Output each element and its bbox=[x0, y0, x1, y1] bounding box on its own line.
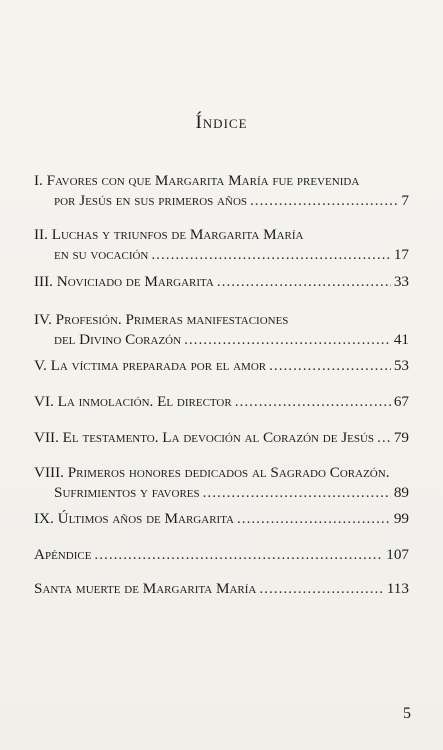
dot-leader bbox=[217, 272, 391, 292]
toc-entry-page: 17 bbox=[393, 246, 409, 263]
toc-entry-line bbox=[34, 392, 409, 412]
toc-entry-page: 33 bbox=[393, 273, 409, 290]
toc-entry-line bbox=[34, 463, 409, 483]
toc-entry-title: VI. La inmolación. El director bbox=[34, 393, 232, 410]
toc-entry-page: 99 bbox=[393, 510, 409, 527]
toc-entry-page: 113 bbox=[386, 580, 409, 597]
dot-leader bbox=[269, 356, 391, 376]
toc-entry-line bbox=[34, 330, 409, 350]
toc-entry-10[interactable] bbox=[34, 545, 409, 565]
toc-entry-subtitle: por Jesús en sus primeros años bbox=[54, 192, 247, 209]
toc-entry-title: IX. Últimos años de Margarita bbox=[34, 510, 234, 527]
toc-entry-title: III. Noviciado de Margarita bbox=[34, 273, 214, 290]
toc-entry-title: Apéndice bbox=[34, 546, 92, 563]
toc-entry-title: I. Favores con que Margarita María fue prevenida bbox=[34, 172, 360, 189]
toc-entry-line bbox=[34, 191, 409, 211]
dot-leader bbox=[94, 545, 383, 565]
toc-entry-3[interactable] bbox=[34, 272, 409, 292]
toc-entry-page: 53 bbox=[393, 357, 409, 374]
toc-entry-line bbox=[34, 225, 409, 245]
toc-entry-1[interactable] bbox=[34, 171, 409, 211]
toc-entry-line bbox=[34, 509, 409, 529]
toc-entry-7[interactable] bbox=[34, 428, 409, 448]
toc-entry-line bbox=[34, 428, 409, 448]
toc-entry-line bbox=[34, 483, 409, 503]
dot-leader bbox=[235, 392, 391, 412]
dot-leader bbox=[203, 483, 391, 503]
toc-entry-6[interactable] bbox=[34, 392, 409, 412]
toc-entry-11[interactable] bbox=[34, 579, 409, 599]
page-number: 5 bbox=[403, 705, 411, 722]
toc-entry-2[interactable] bbox=[34, 225, 409, 265]
toc-entry-4[interactable] bbox=[34, 310, 409, 350]
page-title: Índice bbox=[195, 112, 248, 133]
toc-entry-5[interactable] bbox=[34, 356, 409, 376]
toc-entry-line bbox=[34, 245, 409, 265]
toc-entry-title: II. Luchas y triunfos de Margarita María bbox=[34, 226, 304, 243]
toc-entry-subtitle: del Divino Corazón bbox=[54, 331, 182, 348]
toc-entry-line bbox=[34, 171, 409, 191]
toc-entry-page: 79 bbox=[393, 429, 409, 446]
toc-entry-line bbox=[34, 579, 409, 599]
toc-entry-title: V. La víctima preparada por el amor bbox=[34, 357, 267, 374]
toc-entry-page: 107 bbox=[386, 546, 409, 563]
dot-leader bbox=[259, 579, 383, 599]
toc-entry-line bbox=[34, 356, 409, 376]
toc-entry-line bbox=[34, 310, 409, 330]
toc-entry-page: 41 bbox=[393, 331, 409, 348]
toc-entry-subtitle: Sufrimientos y favores bbox=[54, 484, 200, 501]
toc-entry-9[interactable] bbox=[34, 509, 409, 529]
toc-entry-title: IV. Profesión. Primeras manifestaciones bbox=[34, 311, 289, 328]
toc-entry-title: Santa muerte de Margarita María bbox=[34, 580, 257, 597]
toc-entry-8[interactable] bbox=[34, 463, 409, 503]
toc-entry-title: VIII. Primeros honores dedicados al Sagrado Corazón. bbox=[34, 464, 390, 481]
toc-entry-page: 7 bbox=[401, 192, 409, 209]
dot-leader bbox=[151, 245, 390, 265]
toc-entry-line bbox=[34, 545, 409, 565]
dot-leader bbox=[184, 330, 391, 350]
dot-leader bbox=[250, 191, 398, 211]
toc-entry-page: 89 bbox=[393, 484, 409, 501]
toc-entry-title: VII. El testamento. La devoción al Corazón de Jesús bbox=[34, 429, 375, 446]
toc-entry-page: 67 bbox=[393, 393, 409, 410]
dot-leader bbox=[377, 428, 391, 448]
dot-leader bbox=[237, 509, 391, 529]
toc-entry-subtitle: en su vocación bbox=[54, 246, 149, 263]
toc-entry-line bbox=[34, 272, 409, 292]
